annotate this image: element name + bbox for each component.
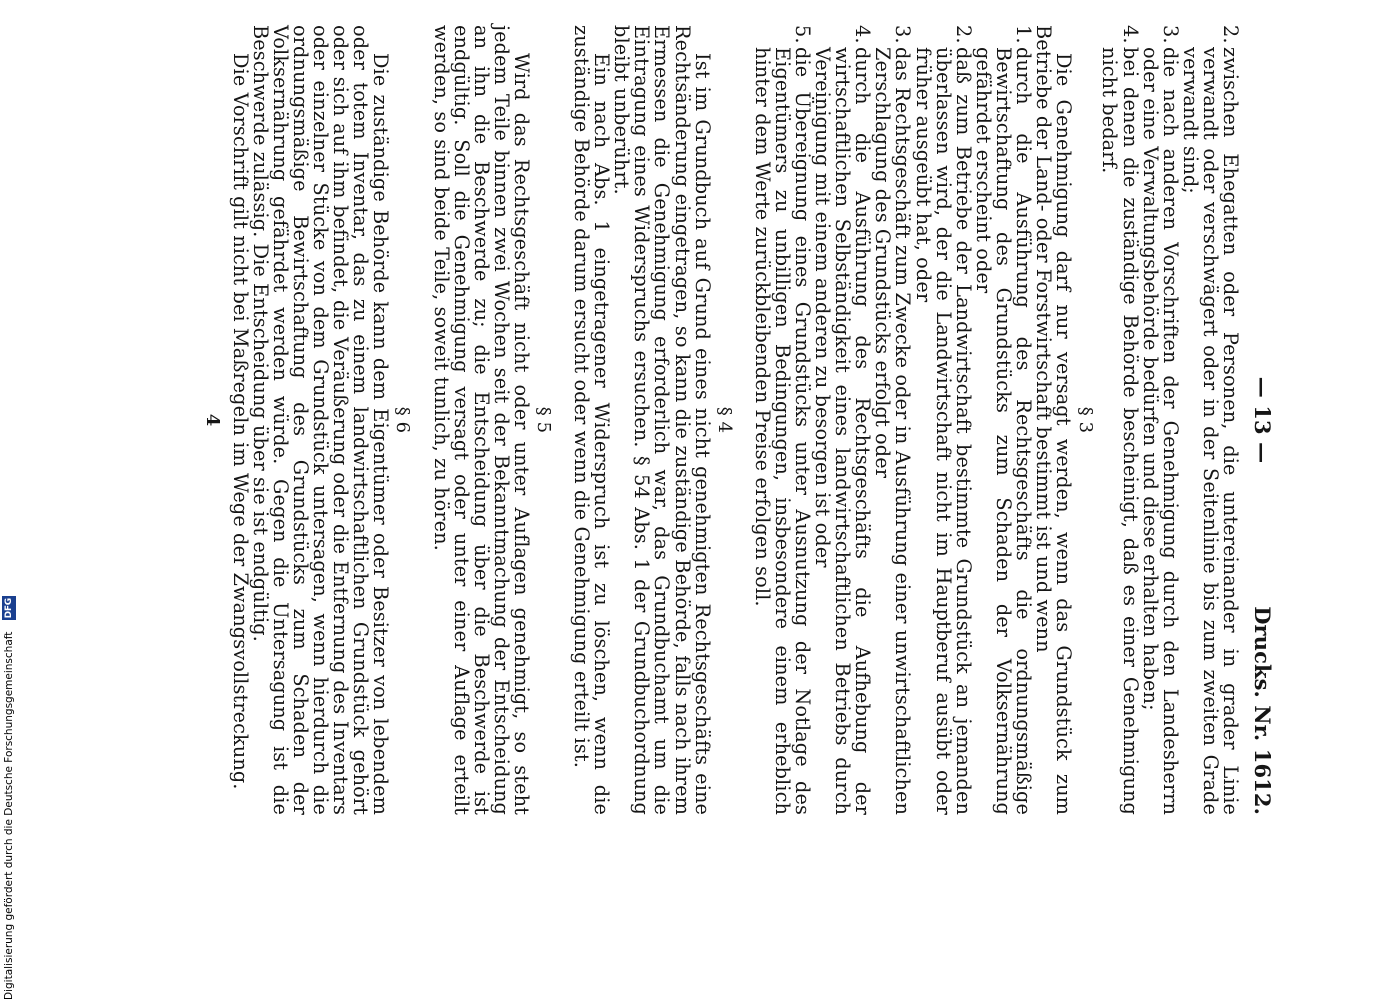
list-item: 2. zwischen Ehegatten oder Personen, die untereinander in grader Linie verwandt oder verschwägert oder in der Seitenlinie bis zum zweiten Grade verwandt sind; <box>1178 25 1242 815</box>
section-3-list <box>750 25 1036 815</box>
digitization-note-text: Digitalisierung gefördert durch die Deutsche Forschungsgemeinschaft <box>3 631 15 1000</box>
section-heading-3: § 3 <box>1075 406 1097 434</box>
section-heading-6: § 6 <box>392 406 414 434</box>
document-page <box>142 25 1275 815</box>
list-item: 3. die nach anderen Vorschriften der Genehmigung durch den Landesherrn oder eine Verwaltungsbehörde bedürfen und diese erhalten haben; <box>1138 25 1182 815</box>
list-item: 4. bei denen die zuständige Behörde bescheinigt, daß es einer Genehmigung nicht bedarf. <box>1098 25 1142 815</box>
list-item: 4. durch die Ausführung des Rechtsgeschäfts die Aufhebung der wirtschaftlichen Selbständigkeit eines landwirtschaftlichen Betriebs durch Vereinigung mit einem anderen zu besorgen ist oder <box>811 25 875 815</box>
digitization-note <box>0 0 18 1000</box>
section-3-lead: Die Genehmigung darf nur versagt werden, wenn das Grundstück zum Betriebe der Land- oder Forstwirtschaft bestimmt ist und wenn <box>1032 25 1076 815</box>
dfg-logo: DFG <box>4 598 14 619</box>
intro-list <box>1099 25 1240 815</box>
drucksache-number: Drucks. Nr. 1612. <box>1250 606 1275 815</box>
section-6-paragraph-2: Die Vorschrift gilt nicht bei Maßregeln im Wege der Zwangsvollstreckung. <box>228 53 252 790</box>
signature-mark: 4 <box>201 413 223 427</box>
list-item: 2. daß zum Betriebe der Landwirtschaft bestimmte Grundstück an jemanden überlassen wird, der die Landwirtschaft nicht im Hauptberuf ausübt oder früher ausgeübt hat, oder <box>911 25 975 815</box>
page-header <box>1244 25 1275 815</box>
list-item: 1. durch die Ausführung des Rechtsgeschäfts die ordnungsmäßige Bewirtschaftung des Grundstücks zum Schaden der Volksernährung gefährdet erscheint oder <box>971 25 1036 815</box>
section-6-paragraph-1: Die zuständige Behörde kann dem Eigentümer oder Besitzer von lebendem oder totem Inventar, das zu einem landwirtschaftlichen Grundstück gehört oder sich auf ihm befindet, die Veräußerung oder die Entfernung des Inventars oder einzelner Stücke von dem Grundstück untersagen, wenn hierdurch die ordnungsmäßige Bewirtschaftung des Grundstücks zum Schaden der Volksernährung gefährdet werden würde. Gegen die Untersagung ist die Beschwerde zulässig. Die Entscheidung über sie ist endgültig. <box>248 25 393 815</box>
list-item: 3. das Rechtsgeschäft zum Zwecke oder in Ausführung einer unwirtschaftlichen Zerschlagung des Grundstücks erfolgt oder <box>871 25 915 815</box>
section-4-paragraph-2: Ein nach Abs. 1 eingetragener Widerspruch ist zu löschen, wenn die zuständige Behörde darum ersucht oder wenn die Genehmigung erteilt ist. <box>570 25 614 815</box>
page-number: — 13 — <box>1250 376 1275 464</box>
list-item: 5. die Übereignung eines Grundstücks unter Ausnutzung der Notlage des Eigentümers zu unbilligen Bedingungen, insbesondere einem erheblich hinter dem Werte zurückbleibenden Preise erfolgen soll. <box>750 25 815 815</box>
section-heading-4: § 4 <box>713 406 735 434</box>
section-4-paragraph-1: Ist im Grundbuch auf Grund eines nicht genehmigten Rechtsgeschäfts eine Rechtsänderung eingetragen, so kann die zuständige Behörde, falls nach ihrem Ermessen die Genehmigung erforderlich war, das Grundbuchamt um die Eintragung eines Widerspruchs ersuchen. § 54 Abs. 1 der Grundbuchordnung bleibt unberührt. <box>610 25 714 815</box>
section-heading-5: § 5 <box>533 406 554 434</box>
section-5-paragraph-1: Wird das Rechtsgeschäft nicht oder unter Auflagen genehmigt, so steht jedem Teile binnen zwei Wochen seit der Bekanntmachung der Entscheidung an ihn die Beschwerde zu; die Entscheidung über die Beschwerde ist endgültig. Soll die Genehmigung versagt oder unter einer Auflage erteilt werden, so sind beide Teile, soweit tunlich, zu hören. <box>429 25 533 815</box>
